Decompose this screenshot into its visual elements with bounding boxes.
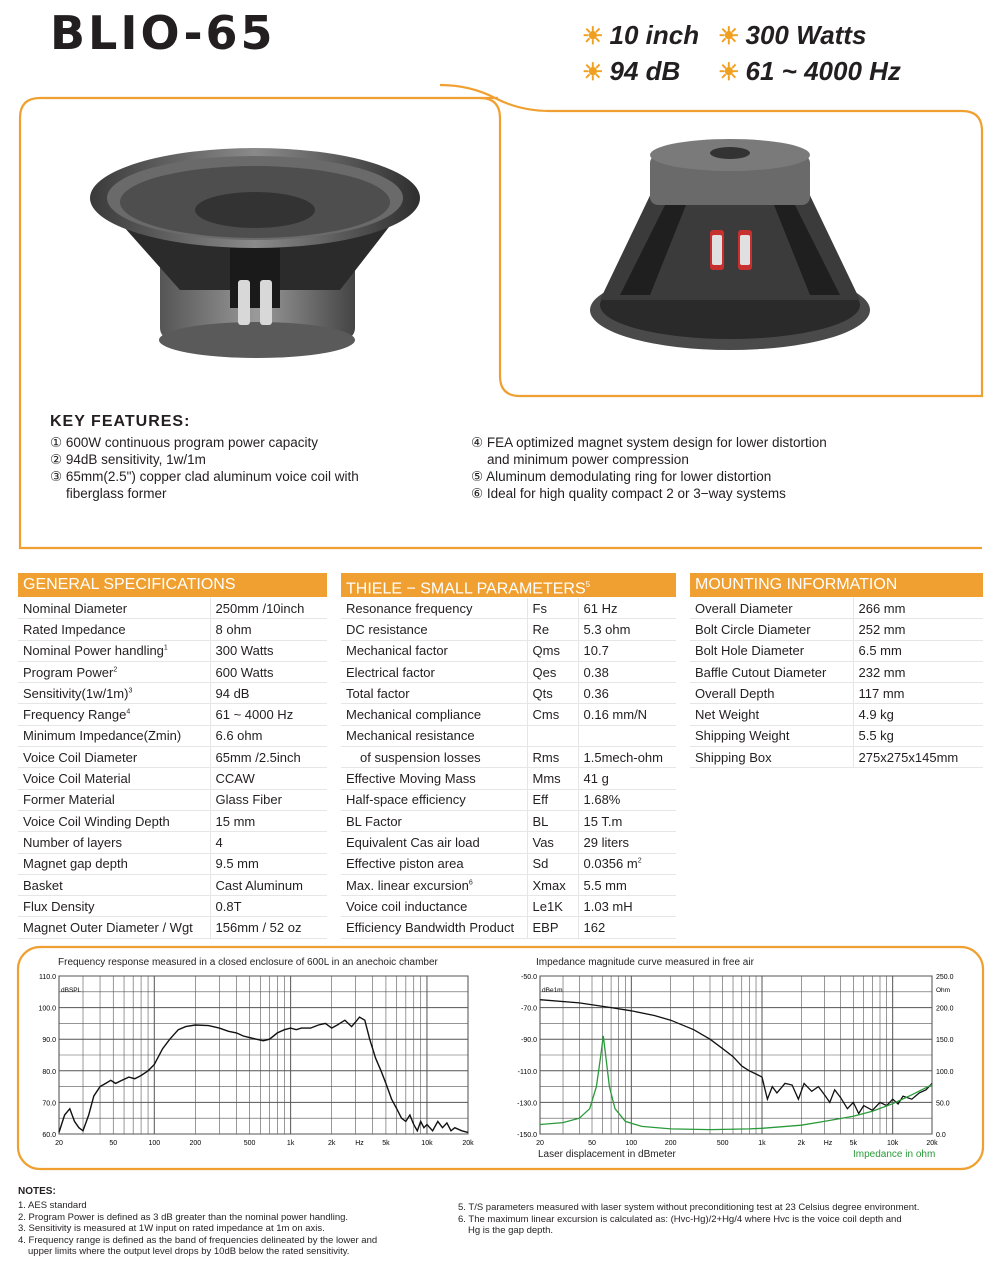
mount-value: 275x275x145mm [853,747,983,768]
imp-legend-impedance: Impedance in ohm [853,1149,936,1160]
param-value: 0.16 mm/N [578,704,676,725]
x-tick-label: Hz [823,1140,833,1147]
key-features-left [50,434,359,502]
param-label: Mechanical resistance [341,725,527,746]
imp-legend-displacement: Laser displacement in dBmeter [538,1149,676,1160]
param-label: Effective Moving Mass [341,768,527,789]
param-label: BL Factor [341,810,527,831]
table-row [18,810,327,831]
param-label: Half-space efficiency [341,789,527,810]
speaker-front-image [80,120,430,360]
imp-graph-title: Impedance magnitude curve measured in free air [536,957,754,968]
param-symbol: Qts [527,683,578,704]
y-tick-label: 70.0 [42,1100,56,1108]
key-features-title: KEY FEATURES: [50,413,191,430]
spec-value: 6.6 ohm [210,725,327,746]
spec-value: 250mm /10inch [210,598,327,619]
param-label: Mechanical factor [341,640,527,661]
table-row [341,917,676,938]
highlight-sensitivity: ☀ 94 dB [582,56,681,86]
param-value: 5.5 mm [578,874,676,895]
y-tick-label: 90.0 [42,1037,56,1045]
note-5: 5. T/S parameters measured with laser system without preconditioning test at 23 Celsius degree environment. [458,1202,920,1213]
table-row [18,661,327,682]
x-tick-label: 10k [421,1140,433,1147]
table-row [18,768,327,789]
spec-value: CCAW [210,768,327,789]
param-label: Equivalent Cas air load [341,832,527,853]
spec-value: 600 Watts [210,661,327,682]
mount-label: Overall Depth [690,683,853,704]
y-left-tick-label: -130.0 [517,1100,537,1108]
table-row [18,789,327,810]
y-right-tick-label: 150.0 [936,1037,954,1045]
mounting-info-header: MOUNTING INFORMATION [690,573,983,597]
sun-icon: ☀ [718,23,740,50]
x-tick-label: 50 [588,1140,596,1147]
param-value: 0.38 [578,661,676,682]
spec-label: Basket [18,874,210,895]
table-row [341,832,676,853]
spec-label: Former Material [18,789,210,810]
param-symbol [527,725,578,746]
param-symbol: Vas [527,832,578,853]
param-label: Max. linear excursion$^6$ [341,874,527,895]
table-row [341,598,676,619]
param-symbol: Eff [527,789,578,810]
param-label: Effective piston area [341,853,527,874]
table-row [18,598,327,619]
table-row [341,619,676,640]
table-row [341,896,676,917]
spec-label: Voice Coil Material [18,768,210,789]
param-label: DC resistance [341,619,527,640]
mount-label: Bolt Hole Diameter [690,640,853,661]
mount-label: Overall Diameter [690,598,853,619]
table-row [18,683,327,704]
x-tick-label: 500 [716,1140,729,1147]
spec-value: 15 mm [210,810,327,831]
table-row [690,683,983,704]
param-symbol: Sd [527,853,578,874]
spec-label: Voice Coil Winding Depth [18,810,210,831]
table-row [690,704,983,725]
table-row [341,704,676,725]
note-1: 1. AES standard [18,1200,87,1211]
param-value: 0.36 [578,683,676,704]
mount-value: 6.5 mm [853,640,983,661]
param-symbol: Xmax [527,874,578,895]
y-right-tick-label: 250.0 [936,974,954,981]
key-features-right [471,434,827,502]
notes-left [18,1200,377,1258]
y-left-tick-label: -90.0 [521,1037,537,1045]
y-left-tick-label: -70.0 [521,1005,537,1013]
x-tick-label: 2k [797,1140,806,1147]
param-symbol: Mms [527,768,578,789]
param-value: 29 liters [578,832,676,853]
spec-label: Flux Density [18,896,210,917]
table-row [341,725,676,746]
param-value: 5.3 ohm [578,619,676,640]
x-tick-label: 10k [887,1140,899,1147]
model-title: BLIO-65 [50,6,276,60]
spec-value: Cast Aluminum [210,874,327,895]
y-tick-label: 60.0 [42,1132,56,1139]
y-right-tick-label: 50.0 [936,1100,950,1108]
mount-value: 232 mm [853,661,983,682]
spec-value: 300 Watts [210,640,327,661]
spec-label: Voice Coil Diameter [18,747,210,768]
param-value: 41 g [578,768,676,789]
param-label: Efficiency Bandwidth Product [341,917,527,938]
table-row [341,810,676,831]
spec-value: 4 [210,832,327,853]
x-tick-label: 20k [926,1140,938,1147]
x-tick-label: 500 [243,1140,256,1147]
x-tick-label: 20 [536,1140,544,1147]
param-value: 1.5mech-ohm [578,747,676,768]
spec-label: Rated Impedance [18,619,210,640]
param-label: Voice coil inductance [341,896,527,917]
x-tick-label: 20k [462,1140,474,1147]
table-row [18,747,327,768]
note-3: 3. Sensitivity is measured at 1W input on rated impedance at 1m on axis. [18,1223,325,1234]
param-symbol: Re [527,619,578,640]
y-right-tick-label: 0.0 [936,1132,946,1139]
y-right-unit: Ohm [936,987,951,994]
x-tick-label: 5k [849,1140,858,1147]
table-row [18,917,327,938]
y-unit-label: dBSPL [61,987,82,994]
mount-label: Baffle Cutout Diameter [690,661,853,682]
param-symbol: Cms [527,704,578,725]
table-row [341,874,676,895]
param-value [578,725,676,746]
y-left-tick-label: -110.0 [517,1068,537,1076]
notes-title: NOTES: [18,1186,56,1197]
mount-label: Net Weight [690,704,853,725]
mount-label: Shipping Weight [690,725,853,746]
sun-icon: ☀ [582,23,604,50]
table-row [18,640,327,661]
spec-value: 0.8T [210,896,327,917]
table-row [690,619,983,640]
param-symbol: Qms [527,640,578,661]
table-row [18,704,327,725]
feature-4: ④ FEA optimized magnet system design for lower distortion and minimum power compression [471,435,827,467]
param-symbol: Fs [527,598,578,619]
param-value: 15 T.m [578,810,676,831]
thiele-small-header: THIELE − SMALL PARAMETERS$^5$ [341,573,676,597]
mount-label: Shipping Box [690,747,853,768]
feature-6: ⑥ Ideal for high quality compact 2 or 3−way systems [471,486,786,501]
param-value: 10.7 [578,640,676,661]
table-row [341,661,676,682]
spec-label: Program Power$^2$ [18,661,210,682]
table-row [341,683,676,704]
spec-value: Glass Fiber [210,789,327,810]
mount-value: 117 mm [853,683,983,704]
feature-3: ③ 65mm(2.5") copper clad aluminum voice coil with fiberglass former [50,469,359,501]
mount-label: Bolt Circle Diameter [690,619,853,640]
frequency-response-chart [28,968,478,1153]
param-value: 162 [578,917,676,938]
y-tick-label: 80.0 [42,1068,56,1076]
table-row [341,640,676,661]
spec-label: Nominal Diameter [18,598,210,619]
note-2: 2. Program Power is defined as 3 dB greater than the nominal power handling. [18,1211,349,1223]
x-tick-label: 200 [664,1140,677,1147]
y-right-tick-label: 100.0 [936,1068,954,1076]
x-tick-label: 100 [148,1140,161,1147]
table-row [690,640,983,661]
table-row [18,874,327,895]
thiele-small-table [341,598,676,939]
param-value: 1.03 mH [578,896,676,917]
general-specs-table [18,598,327,939]
spec-label: Magnet Outer Diameter / Wgt [18,917,210,938]
sun-icon: ☀ [582,59,604,86]
param-value: 61 Hz [578,598,676,619]
highlight-size: ☀ 10 inch [582,20,700,50]
param-symbol: BL [527,810,578,831]
sun-icon: ☀ [718,59,740,86]
param-label: Mechanical compliance [341,704,527,725]
feature-2: ② 94dB sensitivity, 1w/1m [50,452,206,467]
y-left-unit: dBe1m [542,987,563,994]
param-symbol: Rms [527,747,578,768]
y-tick-label: 100.0 [38,1005,56,1013]
y-tick-label: 110.0 [39,974,56,981]
table-row [690,725,983,746]
y-right-tick-label: 200.0 [936,1005,954,1013]
speaker-rear-image [580,125,880,355]
highlight-frequency: ☀ 61 ~ 4000 Hz [718,56,901,86]
spec-label: Number of layers [18,832,210,853]
param-label: of suspension losses [341,747,527,768]
mount-value: 4.9 kg [853,704,983,725]
table-row [341,768,676,789]
spec-value: 9.5 mm [210,853,327,874]
y-left-tick-label: -50.0 [521,974,537,981]
notes-right [458,1202,919,1237]
mount-value: 5.5 kg [853,725,983,746]
feature-5: ⑤ Aluminum demodulating ring for lower distortion [471,469,772,484]
spec-value: 94 dB [210,683,327,704]
y-left-tick-label: -150.0 [517,1132,537,1139]
param-label: Total factor [341,683,527,704]
table-row [690,598,983,619]
mount-value: 252 mm [853,619,983,640]
spec-label: Frequency Range$^4$ [18,704,210,725]
spec-label: $Sensitivity(1w/1m)^3$ [18,683,210,704]
table-row [18,896,327,917]
param-symbol: Qes [527,661,578,682]
table-row [18,853,327,874]
param-symbol: EBP [527,917,578,938]
x-tick-label: 5k [382,1140,390,1147]
param-label: Resonance frequency [341,598,527,619]
x-tick-label: 20 [55,1140,63,1147]
mounting-info-table [690,598,983,768]
x-tick-label: 1k [286,1140,295,1147]
spec-value: 156mm / 52 oz [210,917,327,938]
freq-graph-title: Frequency response measured in a closed enclosure of 600L in an anechoic chamber [58,957,438,968]
param-label: Electrical factor [341,661,527,682]
x-tick-label: 200 [189,1140,202,1147]
spec-value: 8 ohm [210,619,327,640]
table-row [18,725,327,746]
table-row [690,661,983,682]
note-4: 4. Frequency range is defined as the band of frequencies delineated by the lower and upper limits where the output level drops by 10dB below the rated sensitivity. [18,1234,378,1257]
table-row [18,832,327,853]
general-specs-header: GENERAL SPECIFICATIONS [18,573,327,597]
table-row [341,747,676,768]
highlight-power: ☀ 300 Watts [718,20,867,50]
table-row [341,789,676,810]
spec-value: 65mm /2.5inch [210,747,327,768]
param-value: 1.68% [578,789,676,810]
x-tick-label: 2k [327,1140,336,1147]
mount-value: 266 mm [853,598,983,619]
x-tick-label: Hz [355,1140,364,1147]
param-value: 0.0356 $m^2$ [578,853,676,874]
param-symbol: Le1K [527,896,578,917]
x-tick-label: 1k [758,1140,766,1147]
table-row [341,853,676,874]
x-tick-label: 100 [625,1140,638,1147]
spec-label: Magnet gap depth [18,853,210,874]
spec-label: Nominal Power handling$^1$ [18,640,210,661]
x-tick-label: 50 [109,1140,118,1147]
note-6: 6. The maximum linear excursion is calculated as: (Hvc-Hg)/2+Hg/4 where Hvc is the voice coil depth and Hg is the gap depth. [458,1213,902,1236]
spec-value: 61 ~ 4000 Hz [210,704,327,725]
spec-label: Minimum Impedance(Zmin) [18,725,210,746]
table-row [18,619,327,640]
table-row [690,747,983,768]
impedance-chart [500,968,968,1153]
feature-1: ① 600W continuous program power capacity [50,435,318,450]
